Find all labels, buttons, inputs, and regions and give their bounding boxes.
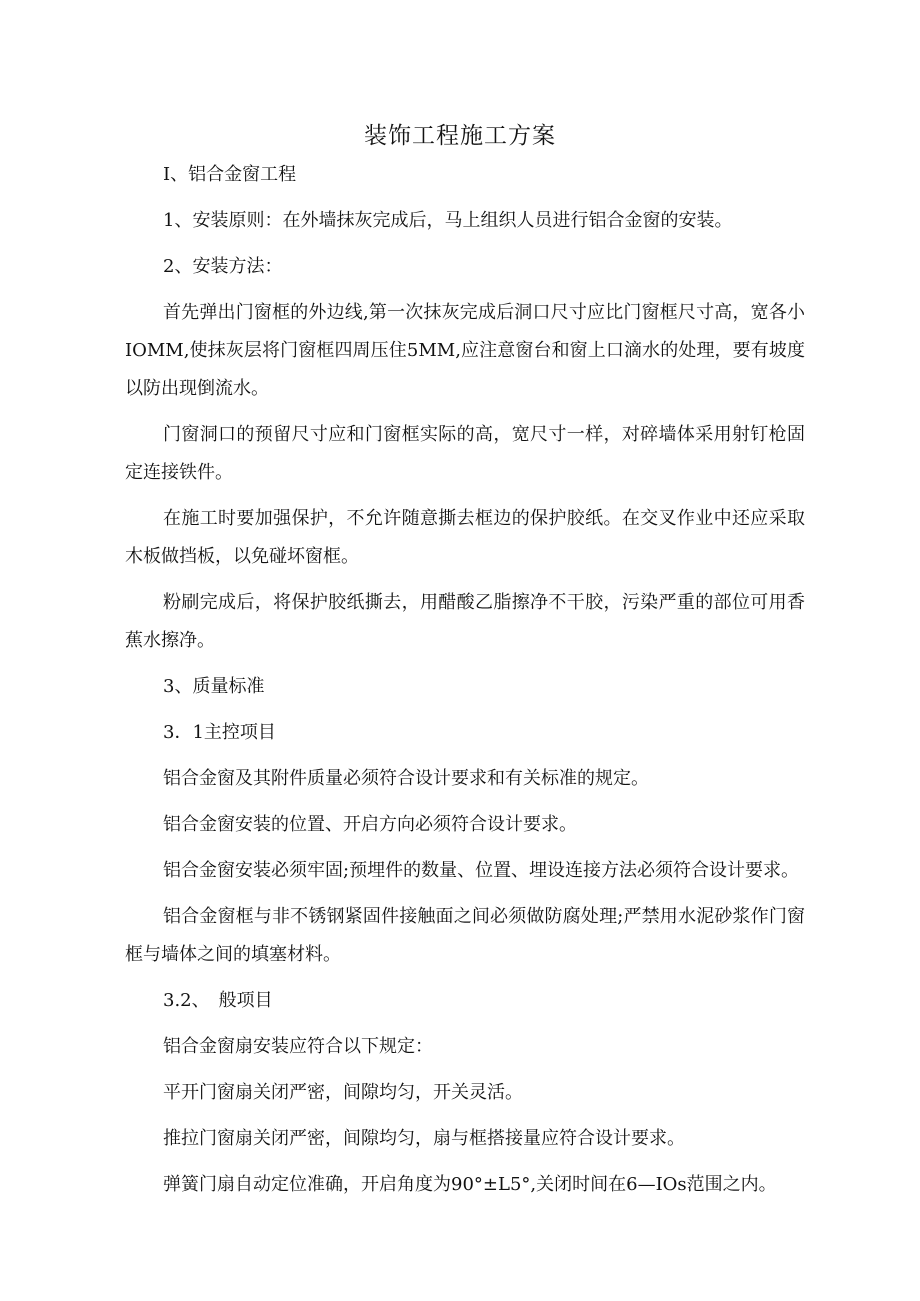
section-heading: I、铝合金窗工程 — [163, 164, 297, 185]
subsection-heading: 3、质量标准 — [163, 676, 265, 697]
paragraph: 铝合金窗安装必须牢固;预埋件的数量、位置、埋设连接方法必须符合设计要求。 — [163, 860, 800, 881]
paragraph: 铝合金窗安装的位置、开启方向必须符合设计要求。 — [163, 814, 577, 835]
paragraph: 首先弹出门窗框的外边线,第一次抹灰完成后洞口尺寸应比门窗框尺寸高，宽各小IOMM,使抹灰层将门窗框四周压住5MM,应注意窗台和窗上口滴水的处理，要有坡度以防出现倒流水。 — [125, 302, 805, 399]
paragraph: 在施工时要加强保护，不允许随意撕去框边的保护胶纸。在交叉作业中还应采取木板做挡板，以免碰坏窗框。 — [125, 508, 805, 567]
paragraph: 铝合金窗及其附件质量必须符合设计要求和有关标准的规定。 — [163, 768, 649, 789]
subsection-heading: 3．1主控项目 — [163, 722, 276, 743]
paragraph: 弹簧门扇自动定位准确，开启角度为90°±L5°,关闭时间在6—IOs范围之内。 — [163, 1174, 777, 1195]
document-body — [125, 156, 805, 1204]
paragraph: 粉刷完成后，将保护胶纸撕去，用醋酸乙脂擦净不干胶，污染严重的部位可用香蕉水擦净。 — [125, 592, 805, 651]
paragraph: 平开门窗扇关闭严密，间隙均匀，开关灵活。 — [163, 1082, 523, 1103]
paragraph: 门窗洞口的预留尺寸应和门窗框实际的高，宽尺寸一样，对碎墙体采用射钉枪固定连接铁件。 — [125, 424, 805, 483]
paragraph: 铝合金窗框与非不锈钢紧固件接触面之间必须做防腐处理;严禁用水泥砂浆作门窗框与墙体之间的填塞材料。 — [125, 906, 805, 965]
document-title: 装饰工程施工方案 — [364, 123, 556, 149]
subsection-heading: 3.2、 般项目 — [163, 990, 273, 1011]
paragraph: 推拉门窗扇关闭严密，间隙均匀，扇与框搭接量应符合设计要求。 — [163, 1128, 685, 1149]
subsection-heading: 2、安装方法： — [163, 256, 283, 277]
paragraph: 铝合金窗扇安装应符合以下规定： — [163, 1036, 433, 1057]
paragraph: 1、安装原则：在外墙抹灰完成后，马上组织人员进行铝合金窗的安装。 — [163, 210, 733, 231]
